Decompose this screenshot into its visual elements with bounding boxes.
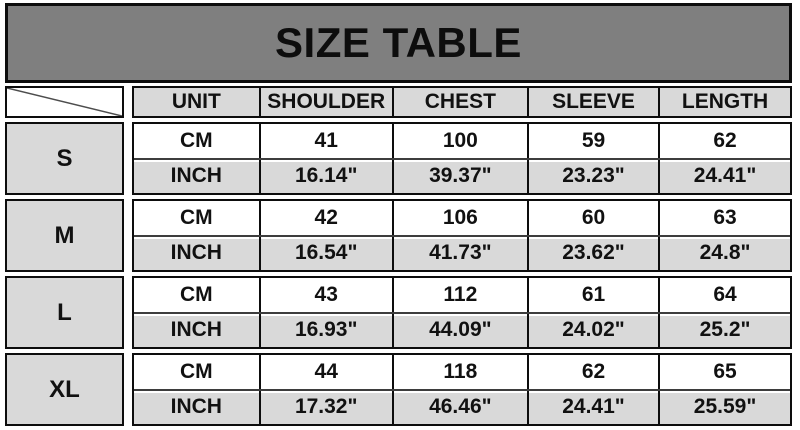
value-cell: 62 xyxy=(658,124,790,158)
unit-label: INCH xyxy=(134,160,259,194)
value-cell: 39.37" xyxy=(392,160,527,194)
value-cell: 64 xyxy=(658,278,790,312)
unit-label: INCH xyxy=(134,237,259,271)
value-cell: 16.54" xyxy=(259,237,392,271)
page-title: SIZE TABLE xyxy=(275,19,522,66)
size-table xyxy=(5,86,792,426)
row-xl-cm xyxy=(134,355,790,389)
value-cell: 44.09" xyxy=(392,314,527,348)
value-cell: 24.8" xyxy=(658,237,790,271)
column-header-unit: UNIT xyxy=(171,90,221,113)
value-cell: 41 xyxy=(259,124,392,158)
value-cell: 24.41" xyxy=(658,160,790,194)
value-cell: 24.41" xyxy=(527,391,658,425)
row-s-inch xyxy=(134,158,790,194)
row-l-cm xyxy=(134,278,790,312)
value-cell: 60 xyxy=(527,201,658,235)
size-label-m: M xyxy=(5,199,124,272)
value-cell: 43 xyxy=(259,278,392,312)
value-cell: 42 xyxy=(259,201,392,235)
column-header-length: LENGTH xyxy=(658,88,790,116)
size-label-xl: XL xyxy=(5,353,124,426)
value-cell: 61 xyxy=(527,278,658,312)
row-m-cm xyxy=(134,201,790,235)
value-cell: 63 xyxy=(658,201,790,235)
value-cell: 118 xyxy=(392,355,527,389)
row-xl-inch xyxy=(134,389,790,425)
value-cell: 24.02" xyxy=(527,314,658,348)
diagonal-line-icon xyxy=(7,88,122,116)
unit-label: CM xyxy=(179,205,213,229)
value-cell: 16.93" xyxy=(259,314,392,348)
unit-label: CM xyxy=(179,282,213,306)
value-cell: 59 xyxy=(527,124,658,158)
value-cell: 23.62" xyxy=(527,237,658,271)
column-header-sleeve: SLEEVE xyxy=(527,88,658,116)
corner-diagonal-cell xyxy=(5,86,124,118)
section-s xyxy=(132,122,792,195)
unit-label: INCH xyxy=(134,391,259,425)
column-header-shoulder: SHOULDER xyxy=(259,88,392,116)
unit-label: CM xyxy=(179,128,213,152)
row-l-inch xyxy=(134,312,790,348)
column-header-row xyxy=(132,86,792,118)
value-cell: 17.32" xyxy=(259,391,392,425)
section-xl xyxy=(132,353,792,426)
value-cell: 62 xyxy=(527,355,658,389)
section-l xyxy=(132,276,792,349)
value-cell: 106 xyxy=(392,201,527,235)
size-label-l: L xyxy=(5,276,124,349)
value-cell: 100 xyxy=(392,124,527,158)
row-m-inch xyxy=(134,235,790,271)
section-m xyxy=(132,199,792,272)
value-cell: 25.59" xyxy=(658,391,790,425)
value-cell: 41.73" xyxy=(392,237,527,271)
column-header-chest: CHEST xyxy=(392,88,527,116)
title-banner xyxy=(5,3,792,83)
value-cell: 46.46" xyxy=(392,391,527,425)
row-s-cm xyxy=(134,124,790,158)
value-cell: 65 xyxy=(658,355,790,389)
value-cell: 23.23" xyxy=(527,160,658,194)
unit-label: CM xyxy=(179,359,213,383)
value-cell: 25.2" xyxy=(658,314,790,348)
unit-label: INCH xyxy=(134,314,259,348)
size-label-s: S xyxy=(5,122,124,195)
value-cell: 112 xyxy=(392,278,527,312)
value-cell: 16.14" xyxy=(259,160,392,194)
value-cell: 44 xyxy=(259,355,392,389)
